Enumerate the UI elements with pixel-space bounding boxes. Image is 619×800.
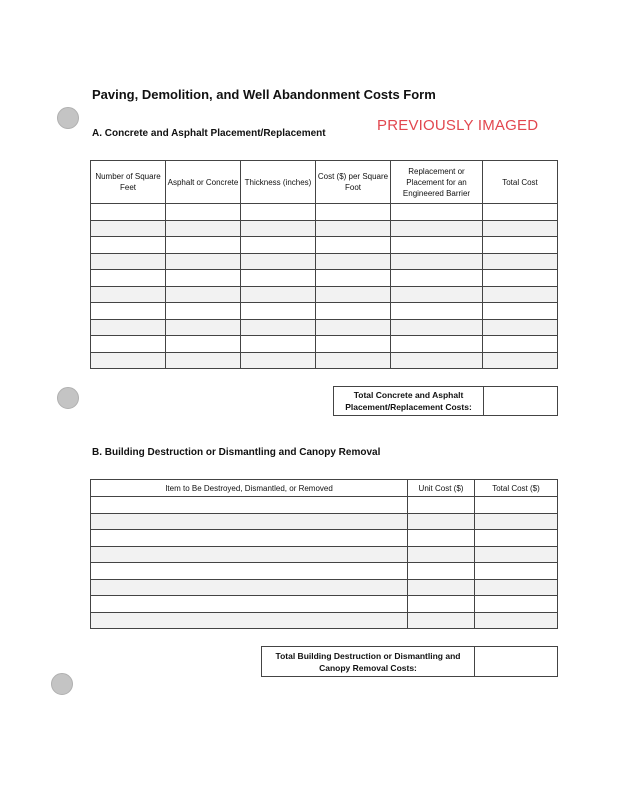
table-cell[interactable] [483, 319, 558, 336]
punch-hole-bottom [51, 673, 73, 695]
table-cell[interactable] [316, 352, 391, 369]
table-cell[interactable] [241, 352, 316, 369]
table-cell[interactable] [475, 563, 558, 580]
table-row [91, 530, 558, 547]
table-cell[interactable] [91, 612, 408, 629]
table-cell[interactable] [391, 204, 483, 221]
table-cell[interactable] [408, 612, 475, 629]
table-row [91, 270, 558, 287]
table-cell[interactable] [91, 237, 166, 254]
col-engineered-barrier: Replacement or Placement for an Engineered Barrier [391, 161, 483, 204]
building-destruction-table [90, 479, 558, 629]
table-cell[interactable] [475, 546, 558, 563]
table-cell[interactable] [316, 237, 391, 254]
table-cell[interactable] [475, 513, 558, 530]
table-cell[interactable] [316, 220, 391, 237]
table-cell[interactable] [241, 303, 316, 320]
table-cell[interactable] [166, 286, 241, 303]
section-b-total-label: Total Building Destruction or Dismantling and Canopy Removal Costs: [262, 647, 475, 677]
table-cell[interactable] [166, 319, 241, 336]
table-cell[interactable] [91, 253, 166, 270]
table-cell[interactable] [408, 563, 475, 580]
col-item: Item to Be Destroyed, Dismantled, or Removed [91, 480, 408, 497]
table-cell[interactable] [316, 270, 391, 287]
section-b-heading: B. Building Destruction or Dismantling and Canopy Removal [92, 447, 381, 458]
table-row [91, 204, 558, 221]
table-cell[interactable] [391, 286, 483, 303]
table-cell[interactable] [483, 204, 558, 221]
table-cell[interactable] [483, 336, 558, 353]
table-cell[interactable] [166, 237, 241, 254]
table-cell[interactable] [91, 513, 408, 530]
table-cell[interactable] [475, 530, 558, 547]
table-row [91, 319, 558, 336]
table-row [91, 579, 558, 596]
table-cell[interactable] [316, 286, 391, 303]
table-cell[interactable] [391, 253, 483, 270]
table-row [91, 563, 558, 580]
section-a-heading: A. Concrete and Asphalt Placement/Replacement [92, 128, 326, 139]
table-cell[interactable] [241, 204, 316, 221]
previously-imaged-stamp: PREVIOUSLY IMAGED [377, 117, 539, 134]
table-row [91, 513, 558, 530]
section-a-total-box [333, 386, 558, 416]
table-cell[interactable] [475, 596, 558, 613]
table-cell[interactable] [483, 253, 558, 270]
table-cell[interactable] [483, 352, 558, 369]
table-cell[interactable] [166, 253, 241, 270]
table-cell[interactable] [91, 497, 408, 514]
table-cell[interactable] [91, 286, 166, 303]
table-cell[interactable] [91, 336, 166, 353]
col-asphalt-concrete: Asphalt or Concrete [166, 161, 241, 204]
table-cell[interactable] [316, 303, 391, 320]
table-row [91, 253, 558, 270]
punch-hole-top [57, 107, 79, 129]
table-cell[interactable] [316, 204, 391, 221]
table-cell[interactable] [91, 303, 166, 320]
table-cell[interactable] [316, 319, 391, 336]
table-row [91, 612, 558, 629]
table-row [91, 336, 558, 353]
table-cell[interactable] [391, 220, 483, 237]
col-cost-per-sqft: Cost ($) per Square Foot [316, 161, 391, 204]
table-cell[interactable] [166, 352, 241, 369]
section-b-total-value[interactable] [475, 647, 558, 677]
punch-hole-middle [57, 387, 79, 409]
section-a-total-label: Total Concrete and Asphalt Placement/Replacement Costs: [334, 387, 484, 416]
col-square-feet: Number of Square Feet [91, 161, 166, 204]
table-row [91, 546, 558, 563]
table-cell[interactable] [483, 286, 558, 303]
table-cell[interactable] [91, 352, 166, 369]
table-cell[interactable] [91, 546, 408, 563]
table-cell[interactable] [483, 270, 558, 287]
table-cell[interactable] [316, 336, 391, 353]
table-cell[interactable] [91, 579, 408, 596]
table-row [91, 596, 558, 613]
table-cell[interactable] [166, 336, 241, 353]
table-cell[interactable] [483, 237, 558, 254]
col-unit-cost: Unit Cost ($) [408, 480, 475, 497]
table-cell[interactable] [91, 596, 408, 613]
table-cell[interactable] [241, 270, 316, 287]
table-cell[interactable] [391, 270, 483, 287]
table-cell[interactable] [241, 253, 316, 270]
table-cell[interactable] [475, 497, 558, 514]
table-cell[interactable] [241, 319, 316, 336]
table-cell[interactable] [391, 319, 483, 336]
table-row [91, 237, 558, 254]
table-cell[interactable] [475, 579, 558, 596]
table-cell[interactable] [241, 237, 316, 254]
table-cell[interactable] [316, 253, 391, 270]
col-thickness: Thickness (inches) [241, 161, 316, 204]
table-cell[interactable] [391, 237, 483, 254]
table-cell[interactable] [91, 220, 166, 237]
table-cell[interactable] [166, 220, 241, 237]
table-cell[interactable] [166, 270, 241, 287]
table-cell[interactable] [483, 303, 558, 320]
table-row [91, 220, 558, 237]
form-title: Paving, Demolition, and Well Abandonment Costs Form [92, 87, 436, 102]
table-row [91, 352, 558, 369]
table-cell[interactable] [408, 596, 475, 613]
table-cell[interactable] [408, 546, 475, 563]
table-cell[interactable] [408, 579, 475, 596]
table-cell[interactable] [91, 270, 166, 287]
table-cell[interactable] [166, 303, 241, 320]
table-cell[interactable] [483, 220, 558, 237]
table-cell[interactable] [408, 513, 475, 530]
table-row [91, 286, 558, 303]
table-cell[interactable] [241, 220, 316, 237]
table-cell[interactable] [391, 336, 483, 353]
table-cell[interactable] [408, 530, 475, 547]
table-cell[interactable] [91, 563, 408, 580]
section-a-total-value[interactable] [484, 387, 558, 416]
col-total-cost: Total Cost [483, 161, 558, 204]
table-row [91, 497, 558, 514]
table-cell[interactable] [408, 497, 475, 514]
section-b-total-box [261, 646, 558, 677]
concrete-asphalt-table [90, 160, 558, 369]
table-cell[interactable] [475, 612, 558, 629]
col-total-cost-b: Total Cost ($) [475, 480, 558, 497]
table-row [91, 303, 558, 320]
table-cell[interactable] [91, 319, 166, 336]
table-cell[interactable] [166, 204, 241, 221]
table-cell[interactable] [391, 303, 483, 320]
table-cell[interactable] [391, 352, 483, 369]
table-cell[interactable] [91, 530, 408, 547]
table-cell[interactable] [91, 204, 166, 221]
table-cell[interactable] [241, 336, 316, 353]
table-cell[interactable] [241, 286, 316, 303]
